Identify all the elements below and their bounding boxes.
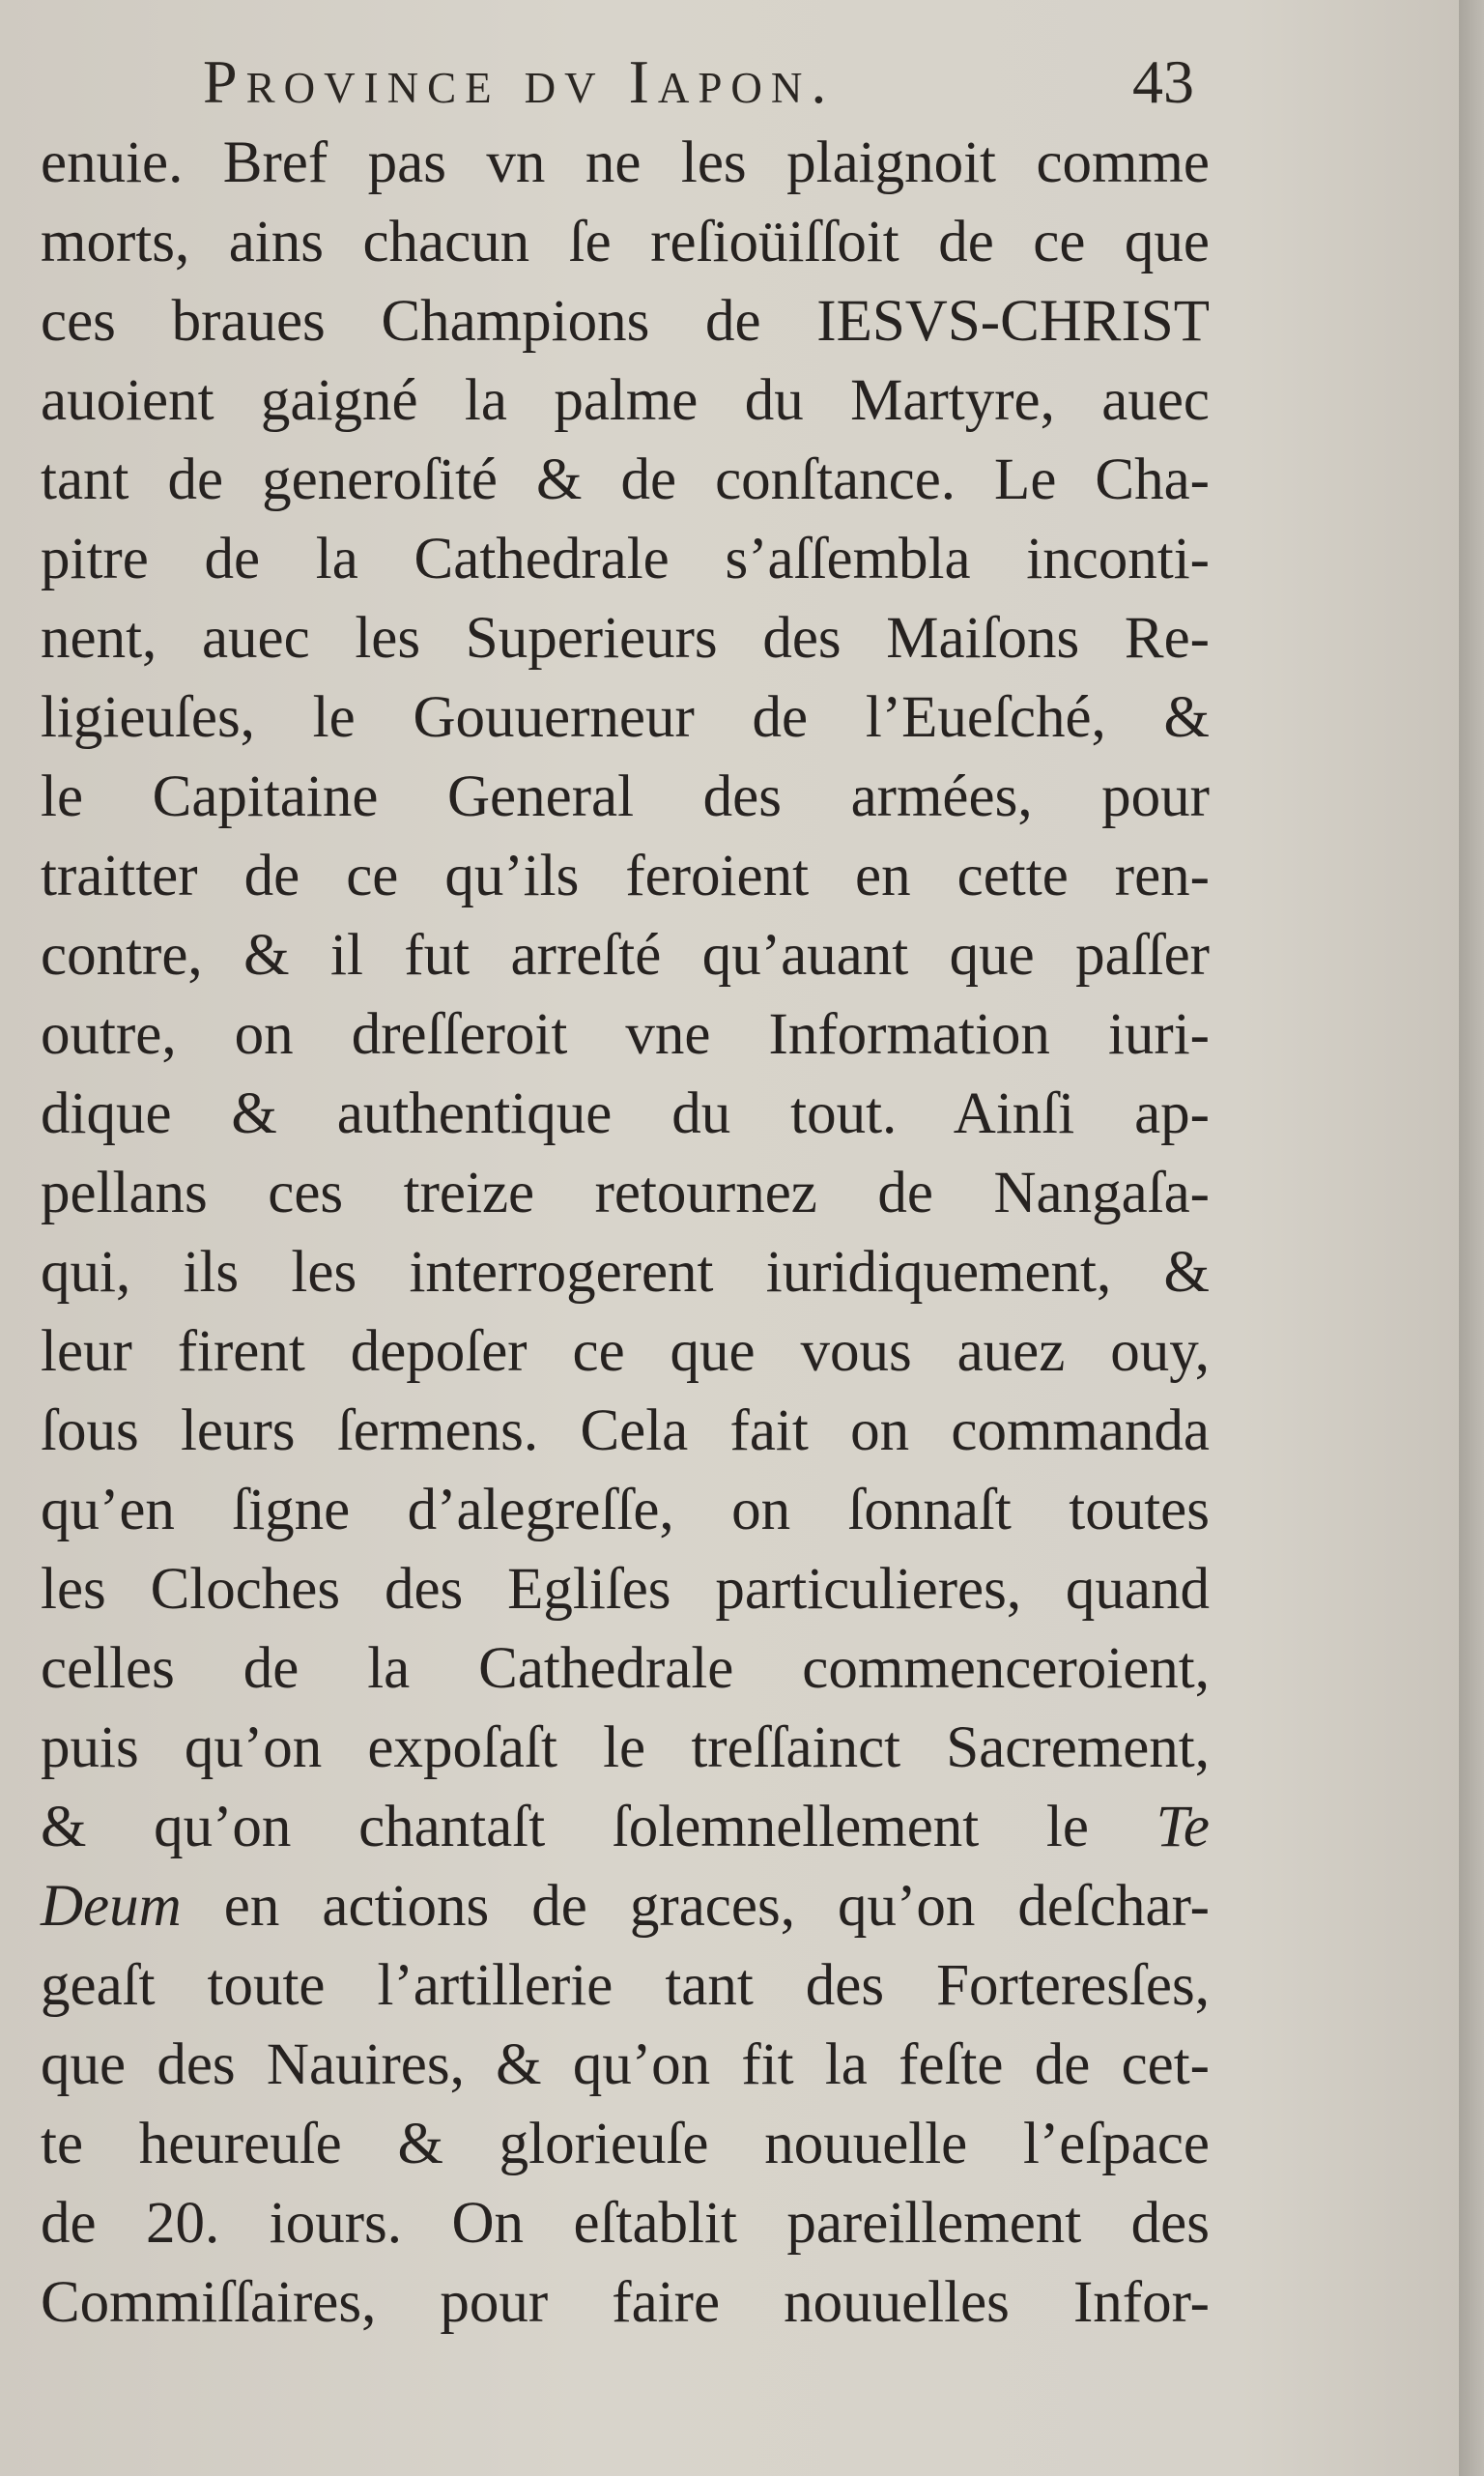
text-line: geaſt toute l’artillerie tant des Forteresſes, — [41, 1953, 1210, 2018]
italic-text: Deum — [41, 1874, 182, 1939]
text-line: ligieuſes, le Gouuerneur de l’Eueſché, & — [41, 685, 1210, 750]
text-line: qui, ils les interrogerent iuridiquement, & — [41, 1240, 1210, 1305]
text-line-segment: en actions de graces, qu’on deſchar- — [181, 1874, 1210, 1939]
text-line-segment: & qu’on chantaſt ſolemnellement le — [41, 1795, 1156, 1859]
text-line: puis qu’on expoſaſt le treſſainct Sacrement, — [41, 1715, 1210, 1780]
text-line: de 20. iours. On eſtablit pareillement des — [41, 2191, 1210, 2256]
text-line — [41, 1867, 1210, 1946]
text-line: pellans ces treize retournez de Nangaſa- — [41, 1161, 1210, 1225]
text-line: te heureuſe & glorieuſe nouuelle l’eſpace — [41, 2112, 1210, 2176]
text-line: qu’en ſigne d’alegreſſe, on ſonnaſt toutes — [41, 1478, 1210, 1542]
text-line — [41, 1788, 1210, 1867]
text-line: celles de la Cathedrale commenceroient, — [41, 1636, 1210, 1701]
body-text — [41, 124, 1210, 2343]
text-line: auoient gaigné la palme du Martyre, auec — [41, 368, 1210, 433]
text-line: ces braues Champions de IESVS-CHRIST — [41, 289, 1210, 354]
text-line: traitter de ce qu’ils feroient en cette ren- — [41, 844, 1210, 908]
text-line: morts, ains chacun ſe reſioüiſſoit de ce que — [41, 210, 1210, 274]
text-line: leur firent depoſer ce que vous auez ouy, — [41, 1319, 1210, 1384]
book-gutter — [1459, 0, 1484, 2476]
page-header — [0, 46, 1459, 133]
text-line: ſous leurs ſermens. Cela fait on commanda — [41, 1398, 1210, 1463]
text-line: outre, on dreſſeroit vne Information iuri- — [41, 1002, 1210, 1067]
text-line: Commiſſaires, pour faire nouuelles Infor- — [41, 2270, 1210, 2335]
page-number: 43 — [1132, 47, 1194, 116]
text-line: tant de generoſité & de conſtance. Le Cha- — [41, 447, 1210, 512]
text-line: enuie. Bref pas vn ne les plaignoit comme — [41, 130, 1210, 195]
text-line: contre, & il fut arreſté qu’auant que paſſer — [41, 923, 1210, 988]
text-line: dique & authentique du tout. Ainſi ap- — [41, 1081, 1210, 1146]
running-head: Province dv Iapon. — [203, 47, 836, 116]
text-line: le Capitaine General des armées, pour — [41, 764, 1210, 829]
text-line: pitre de la Cathedrale s’aſſembla inconti- — [41, 527, 1210, 591]
text-line: nent, auec les Superieurs des Maiſons Re- — [41, 606, 1210, 671]
italic-text: Te — [1156, 1795, 1210, 1859]
text-line: que des Nauires, & qu’on fit la feſte de cet- — [41, 2032, 1210, 2097]
text-line: les Cloches des Egliſes particulieres, quand — [41, 1557, 1210, 1622]
